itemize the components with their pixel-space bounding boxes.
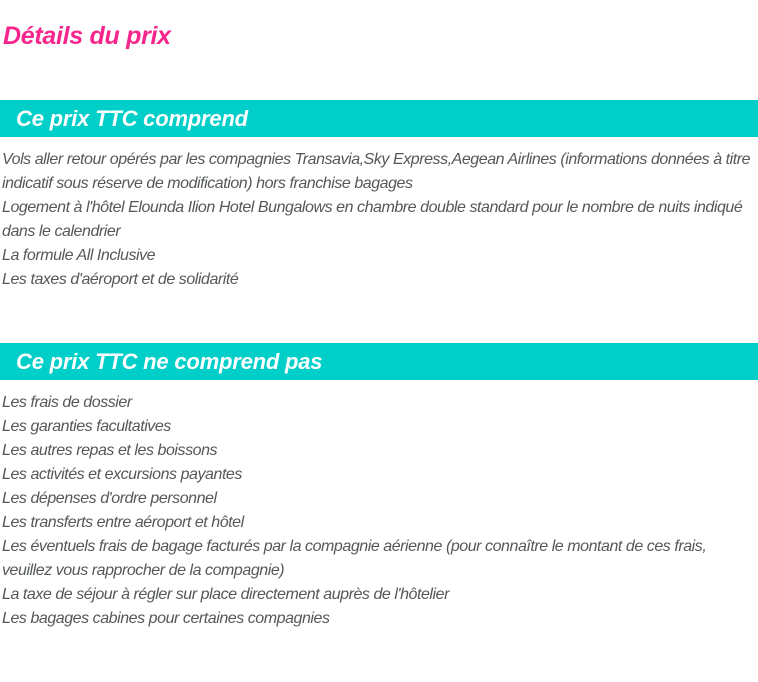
excluded-items-list (0, 380, 758, 631)
included-section-heading: Ce prix TTC comprend (16, 105, 248, 131)
included-item: Logement à l'hôtel Elounda Ilion Hotel Bungalows en chambre double standard pour le nombre de nuits indiqué dans le calendrier (2, 199, 743, 240)
excluded-item: Les activités et excursions payantes (2, 466, 242, 483)
excluded-item: Les dépenses d'ordre personnel (2, 490, 217, 507)
included-items-list (0, 137, 758, 292)
excluded-item: Les frais de dossier (2, 394, 132, 411)
included-item: Les taxes d'aéroport et de solidarité (2, 271, 239, 288)
included-item: La formule All Inclusive (2, 247, 156, 264)
included-item: Vols aller retour opérés par les compagnies Transavia,Sky Express,Aegean Airlines (informations données à titre indicatif sous réserve de modification) hors franchise bagages (2, 151, 751, 192)
price-details-page (0, 23, 758, 631)
excluded-section (0, 343, 758, 631)
excluded-item: Les garanties facultatives (2, 418, 171, 435)
excluded-item: La taxe de séjour à régler sur place directement auprès de l'hôtelier (2, 586, 449, 603)
page-title: Détails du prix (3, 22, 171, 50)
included-section-banner (0, 100, 758, 137)
excluded-item: Les bagages cabines pour certaines compagnies (2, 610, 330, 627)
excluded-item: Les éventuels frais de bagage facturés par la compagnie aérienne (pour connaître le montant de ces frais, veuillez vous rapprocher de la compagnie) (2, 538, 707, 579)
excluded-section-heading: Ce prix TTC ne comprend pas (16, 348, 323, 374)
excluded-item: Les transferts entre aéroport et hôtel (2, 514, 244, 531)
included-section (0, 100, 758, 292)
excluded-section-banner (0, 343, 758, 380)
excluded-item: Les autres repas et les boissons (2, 442, 218, 459)
